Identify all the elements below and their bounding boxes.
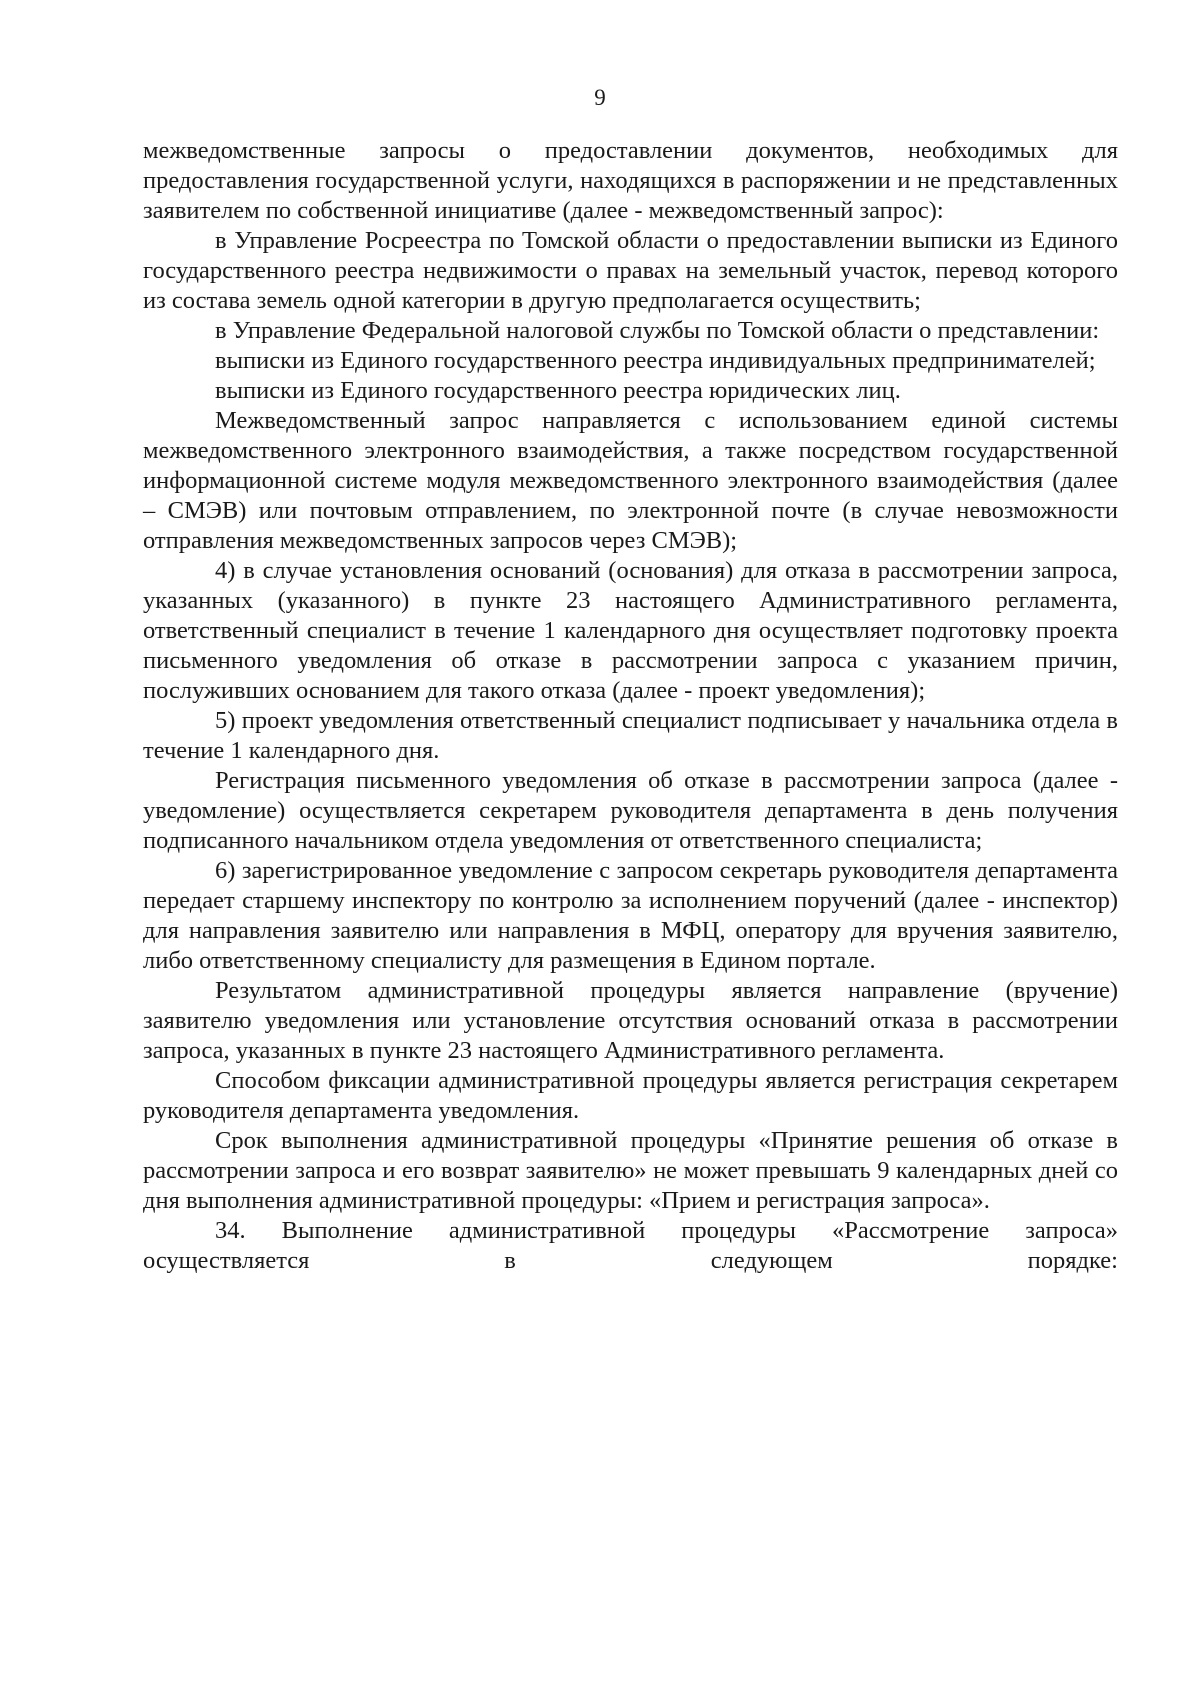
paragraph-rosreestr: в Управление Росреестра по Томской области о предоставлении выписки из Единого государственного реестра недвижимости о правах на земельный участок, перевод которого из состава земель одной категории в другую предполагается осуществить;: [143, 227, 1118, 314]
paragraph-deadline: Срок выполнения административной процедуры «Принятие решения об отказе в рассмотрении запроса и его возврат заявителю» не может превышать 9 календарных дней со дня выполнения административной процедуры: «Прием и регистрация запроса».: [143, 1127, 1118, 1214]
paragraph-egrul-extract: выписки из Единого государственного реестра юридических лиц.: [215, 377, 901, 404]
paragraph-result: Результатом административной процедуры является направление (вручение) заявителю уведомления или установление отсутствия оснований отказа в рассмотрении запроса, указанных в пункте 23 настоящего Административного регламента.: [143, 977, 1118, 1064]
paragraph-registration: Регистрация письменного уведомления об отказе в рассмотрении запроса (далее - уведомление) осуществляется секретарем руководителя департамента в день получения подписанного начальником отдела уведомления от ответственного специалиста;: [143, 767, 1118, 854]
paragraph-item-6: 6) зарегистрированное уведомление с запросом секретарь руководителя департамента передает старшему инспектору по контролю за исполнением поручений (далее - инспектор) для направления заявителю или направления в МФЦ, оператору для вручения заявителю, либо ответственному специалисту для размещения в Едином портале.: [143, 857, 1118, 974]
paragraph-interagency-requests: межведомственные запросы о предоставлении документов, необходимых для предоставления государственной услуги, находящихся в распоряжении и не представленных заявителем по собственной инициативе (далее - межведомственный запрос):: [143, 137, 1118, 224]
paragraph-fixation: Способом фиксации административной процедуры является регистрация секретарем руководителя департамента уведомления.: [143, 1067, 1118, 1124]
paragraph-item-4: 4) в случае установления оснований (основания) для отказа в рассмотрении запроса, указанных (указанного) в пункте 23 настоящего Административного регламента, ответственный специалист в течение 1 календарного дня осуществляет подготовку проекта письменного уведомления об отказе в рассмотрении запроса с указанием причин, послуживших основанием для такого отказа (далее - проект уведомления);: [143, 557, 1118, 704]
paragraph-egrip-extract: выписки из Единого государственного реестра индивидуальных предпринимателей;: [215, 347, 1096, 374]
paragraph-item-34: 34. Выполнение административной процедуры «Рассмотрение запроса» осуществляется в следующем порядке:: [143, 1217, 1118, 1274]
page-number: 9: [594, 85, 606, 110]
paragraph-tax-service: в Управление Федеральной налоговой службы по Томской области о представлении:: [215, 317, 1100, 344]
paragraph-smev: Межведомственный запрос направляется с использованием единой системы межведомственного электронного взаимодействия, а также посредством государственной информационной системе модуля межведомственного электронного взаимодействия (далее – СМЭВ) или почтовым отправлением, по электронной почте (в случае невозможности отправления межведомственных запросов через СМЭВ);: [143, 407, 1118, 554]
paragraph-item-5: 5) проект уведомления ответственный специалист подписывает у начальника отдела в течение 1 календарного дня.: [143, 707, 1118, 764]
document-body: [143, 136, 1118, 1276]
